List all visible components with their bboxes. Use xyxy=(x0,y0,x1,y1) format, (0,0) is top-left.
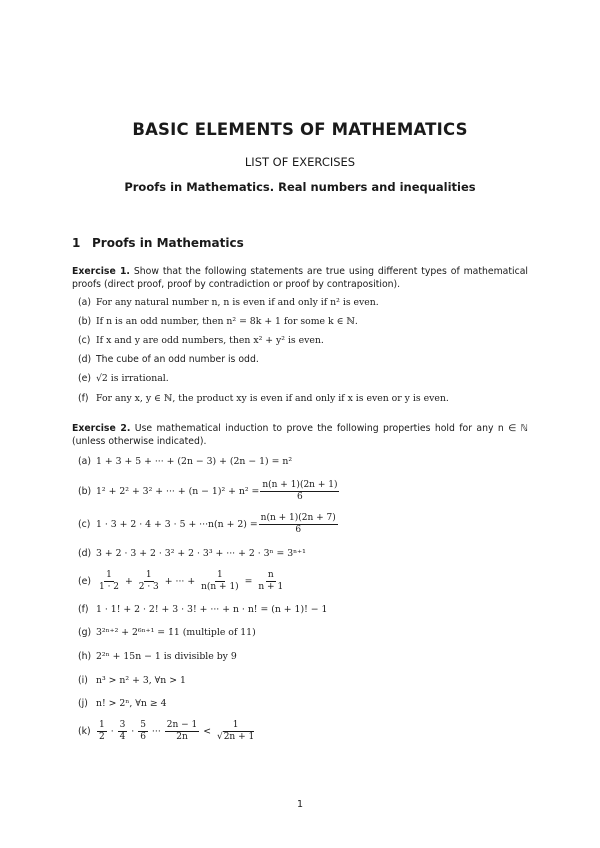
numerator: 1 xyxy=(217,570,223,580)
section-title: Proofs in Mathematics xyxy=(92,236,244,250)
fraction xyxy=(97,570,121,593)
fraction xyxy=(199,570,241,593)
numerator: 1 xyxy=(232,720,239,730)
numerator: 3 xyxy=(119,720,126,730)
denominator: 6 xyxy=(140,732,146,742)
exercise-2-item xyxy=(78,480,528,503)
exercise-2-statement xyxy=(72,422,528,448)
item-text: For any natural number n, n is even if and only if n² is even. xyxy=(96,297,379,308)
document-title: BASIC ELEMENTS OF MATHEMATICS xyxy=(132,120,468,139)
exercise-2-item: (k) $\frac{1}{2}$ · $\frac{3}{4}$ · $\frac{5}{6}$ ··· $\frac{2n - 1}{2n}$ < $\frac{1}{√2n + 1}$ xyxy=(78,720,255,742)
item-formula: 1 + 3 + 5 + ··· + (2n − 3) + (2n − 1) = n² xyxy=(96,456,293,467)
denominator: 1 · 2 xyxy=(99,582,120,592)
numerator: 2n − 1 xyxy=(166,720,198,730)
item-text: If n is an odd number, then n² = 8k + 1 for some k ∈ ℕ. xyxy=(96,316,358,327)
item-text: √2 is irrational. xyxy=(96,373,169,384)
exercise-1-item xyxy=(78,316,528,327)
exercise-2-item: (e) $\frac{1}{1 \cdot 2}$ + $\frac{1}{2 \cdot 3}$ + ··· + $\frac{1}{n(n + 1)}$ = $\frac{n}{n + 1}$ xyxy=(78,570,284,592)
item-label: (c) xyxy=(78,519,91,530)
exercise-1-item xyxy=(78,297,528,308)
item-label: (d) xyxy=(78,354,92,365)
exercise-2-item xyxy=(78,698,528,709)
exercise-1-item xyxy=(78,354,528,365)
item-label: (f) xyxy=(78,604,89,615)
numerator: 5 xyxy=(140,720,146,730)
item-label: (h) xyxy=(78,651,92,662)
denominator: 2 · 3 xyxy=(138,582,159,592)
item-label: (d) xyxy=(78,548,92,559)
fraction xyxy=(165,720,200,743)
exercise-2-item xyxy=(78,604,528,615)
fraction xyxy=(97,720,107,743)
denominator: 4 xyxy=(119,732,126,742)
numerator: 1 xyxy=(106,570,112,580)
item-formula-lhs: 1² + 2² + 3² + ··· + (n − 1)² + n² = xyxy=(96,486,260,497)
item-label: (e) xyxy=(78,576,91,587)
exercise-2-label: Exercise 2. xyxy=(72,423,131,434)
item-label: (a) xyxy=(78,456,91,467)
numerator: n xyxy=(267,570,274,580)
numerator: 1 xyxy=(145,570,152,580)
item-formula: n³ > n² + 3, ∀n > 1 xyxy=(96,675,186,686)
exercise-2-text: Use mathematical induction to prove the following properties hold for any n ∈ ℕ (unless otherwise indicated). xyxy=(72,423,528,447)
denominator: √2n + 1 xyxy=(216,732,255,742)
exercise-2-item xyxy=(78,513,528,536)
section-heading xyxy=(72,236,244,250)
item-label: (k) xyxy=(78,726,91,737)
fraction xyxy=(260,480,339,503)
exercise-2-item xyxy=(78,627,528,638)
exercise-1-text: Show that the following statements are true using different types of mathematical proofs (direct proof, proof by contradiction or proof by contraposition). xyxy=(72,266,528,290)
item-label: (b) xyxy=(78,486,92,497)
exercise-2-item xyxy=(78,548,528,559)
item-formula: 3 + 2 · 3 + 2 · 3² + 2 · 3³ + ··· + 2 · 3ⁿ = 3ⁿ⁺¹ xyxy=(96,548,306,559)
denominator: 2n xyxy=(176,732,188,742)
fraction xyxy=(137,570,161,593)
item-text: If x and y are odd numbers, then x² + y² is even. xyxy=(96,335,324,346)
exercise-1-label: Exercise 1. xyxy=(72,266,130,277)
page-number: 1 xyxy=(296,799,304,810)
item-formula: 3²ⁿ⁺² + 2⁶ⁿ⁺¹ = 1̇1 (multiple of 11) xyxy=(96,627,256,638)
denominator: n + 1 xyxy=(258,582,284,592)
radicand: 2n + 1 xyxy=(223,732,255,742)
numerator: n(n + 1)(2n + 7) xyxy=(260,513,336,523)
fraction xyxy=(215,720,256,743)
denominator: 6 xyxy=(295,525,302,535)
denominator: 6 xyxy=(297,492,303,502)
numerator: n(n + 1)(2n + 1) xyxy=(262,480,338,490)
exercise-1-item xyxy=(78,335,528,346)
numerator: 1 xyxy=(99,720,105,730)
item-formula-lhs: 1 · 3 + 2 · 4 + 3 · 5 + ···n(n + 2) = xyxy=(96,519,258,530)
document-subtitle: LIST OF EXERCISES xyxy=(244,155,356,169)
exercise-2-item xyxy=(78,651,528,662)
item-label: (j) xyxy=(78,698,88,709)
item-label: (g) xyxy=(78,627,92,638)
fraction xyxy=(256,570,285,593)
item-label: (b) xyxy=(78,316,92,327)
item-text: The cube of an odd number is odd. xyxy=(96,354,259,365)
item-formula: 2²ⁿ + 15n − 1 is divisible by 9 xyxy=(96,651,237,662)
denominator: n(n + 1) xyxy=(201,582,239,592)
item-formula: 1 · 1! + 2 · 2! + 3 · 3! + ··· + n · n! = (n + 1)! − 1 xyxy=(96,604,328,615)
exercise-2-item xyxy=(78,456,528,467)
item-label: (a) xyxy=(78,297,91,308)
fraction xyxy=(118,720,128,743)
item-label: (e) xyxy=(78,373,91,384)
exercise-1-item xyxy=(78,393,528,404)
exercise-1-statement xyxy=(72,265,528,291)
item-text: For any x, y ∈ ℕ, the product xy is even if and only if x is even or y is even. xyxy=(96,393,449,404)
item-label: (i) xyxy=(78,675,88,686)
item-label: (c) xyxy=(78,335,91,346)
exercise-1-item xyxy=(78,373,528,384)
fraction xyxy=(138,720,148,743)
fraction xyxy=(259,513,338,536)
denominator: 2 xyxy=(99,732,105,742)
topic-heading: Proofs in Mathematics. Real numbers and inequalities xyxy=(124,180,476,194)
exercise-2-item xyxy=(78,675,528,686)
item-formula: n! > 2ⁿ, ∀n ≥ 4 xyxy=(96,698,167,709)
section-number: 1 xyxy=(72,236,81,250)
item-label: (f) xyxy=(78,393,89,404)
